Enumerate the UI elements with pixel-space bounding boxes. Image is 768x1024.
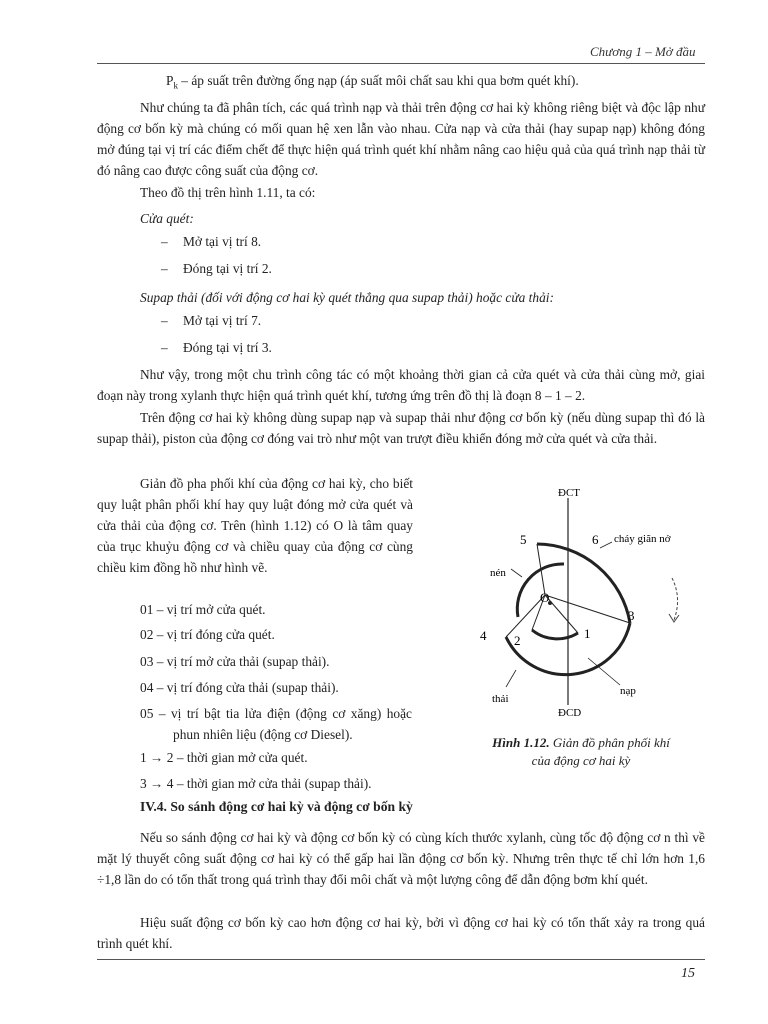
label-point-4: 4 bbox=[480, 628, 487, 643]
rotation-arrowhead bbox=[669, 614, 679, 622]
list-item bbox=[161, 340, 272, 356]
valve-timing-diagram bbox=[460, 480, 700, 720]
legend-item bbox=[140, 703, 412, 745]
leader-chay bbox=[600, 542, 612, 548]
paragraph-2: Theo đồ thị trên hình 1.11, ta có: bbox=[140, 185, 316, 200]
paragraph-5: Giản đồ pha phối khí của động cơ hai kỳ, cho biết quy luật phân phối khí hay quy luật đóng mở cửa quét và cửa thải của động cơ. Trên (hình 1.12) có O là tâm quay của trục khuỷu động cơ và chiều quay của động cơ cùng chiều kim đồng hồ như hình vẽ. bbox=[97, 476, 413, 575]
legend-item: 1 → 2 – thời gian mở cửa quét. bbox=[140, 750, 308, 765]
label-center-o: O bbox=[540, 590, 550, 605]
paragraph-1: Như chúng ta đã phân tích, các quá trình nạp và thải trên động cơ hai kỳ không riêng biệt và độc lập như động cơ bốn kỳ mà chúng có mối quan hệ xen lẫn vào nhau. Cửa nạp và cửa thải (hay supap nạp) không đóng mở đúng tại vị trí các điểm chết để thực hiện quá trình quét khí nhằm nâng cao hiệu quả của quá trình nạp thải từ đó nâng cao được công suất của động cơ. bbox=[97, 100, 705, 178]
caption-number: Hình 1.12. bbox=[492, 735, 550, 750]
label-point-1: 1 bbox=[584, 626, 591, 641]
legend-item: 01 – vị trí mở cửa quét. bbox=[140, 602, 266, 617]
dash-bullet: – bbox=[161, 261, 168, 276]
pk-definition bbox=[166, 70, 706, 97]
pk-text: – áp suất trên đường ống nạp (áp suất môi chất sau khi qua bơm quét khí). bbox=[177, 73, 579, 88]
legend-item-text: 05 – vị trí bật tia lửa điện (động cơ xăng) hoặc phun nhiên liệu (động cơ Diesel). bbox=[140, 706, 412, 742]
figure-caption bbox=[466, 734, 696, 752]
list-item bbox=[161, 234, 261, 250]
label-point-5: 5 bbox=[520, 532, 527, 547]
legend-item: 02 – vị trí đóng cửa quét. bbox=[140, 627, 275, 642]
paragraph-4: Trên động cơ hai kỳ không dùng supap nạp và supap thải như động cơ bốn kỳ (nếu dùng supap thì đó là supap thải), piston của động cơ đóng vai trò như một van trượt điều khiển đóng mở cửa quét và cửa thải. bbox=[97, 410, 705, 446]
list-item bbox=[161, 313, 261, 329]
caption-title: Giản đồ phân phối khí bbox=[549, 735, 670, 750]
leader-thai bbox=[506, 670, 516, 687]
label-point-6: 6 bbox=[592, 532, 599, 547]
label-point-3: 3 bbox=[628, 608, 635, 623]
dash-bullet: – bbox=[161, 340, 168, 355]
page-number: 15 bbox=[681, 966, 695, 981]
label-dct: ĐCT bbox=[558, 487, 580, 499]
footer-rule bbox=[97, 959, 705, 960]
label-point-2: 2 bbox=[514, 633, 521, 648]
figure-caption-line2: của động cơ hai kỳ bbox=[531, 753, 631, 768]
paragraph-6: Nếu so sánh động cơ hai kỳ và động cơ bốn kỳ có cùng kích thước xylanh, cùng tốc độ động cơ n thì về mặt lý thuyết công suất động cơ hai kỳ có thể gấp hai lần động cơ bốn kỳ. Nhưng trên thực tế chỉ lớn hơn 1,6 ÷1,8 lần do có tổn thất trong quá trình thay đổi môi chất và một lượng công để dẫn động bơm khí quét. bbox=[97, 830, 705, 887]
pk-symbol: P bbox=[166, 73, 174, 88]
scavenge-arc bbox=[532, 630, 578, 639]
list-item-text: Mở tại vị trí 8. bbox=[183, 234, 262, 249]
supap-title: Supap thải (đối với động cơ hai kỳ quét thẳng qua supap thải) hoặc cửa thải: bbox=[140, 290, 554, 305]
list-item-text: Đóng tại vị trí 2. bbox=[183, 261, 272, 276]
label-nen: nén bbox=[490, 567, 506, 579]
combustion-arc bbox=[537, 544, 630, 623]
dash-bullet: – bbox=[161, 313, 168, 328]
section-title: IV.4. So sánh động cơ hai kỳ và động cơ bốn kỳ bbox=[140, 799, 413, 814]
label-chay-gian-no: cháy giãn nở bbox=[614, 533, 671, 545]
list-item bbox=[161, 261, 272, 277]
header-rule bbox=[97, 63, 705, 64]
cua-quet-title: Cửa quét: bbox=[140, 211, 194, 226]
pk-subscript: k bbox=[173, 80, 178, 91]
legend-item: 04 – vị trí đóng cửa thải (supap thải). bbox=[140, 680, 339, 695]
list-item-text: Mở tại vị trí 7. bbox=[183, 313, 262, 328]
paragraph-7: Hiệu suất động cơ bốn kỳ cao hơn động cơ hai kỳ, bởi vì động cơ hai kỳ có tổn thất xảy ra trong quá trình quét khí. bbox=[97, 915, 705, 951]
label-dcd: ĐCD bbox=[558, 707, 582, 719]
dash-bullet: – bbox=[161, 234, 168, 249]
chapter-header: Chương 1 – Mở đầu bbox=[590, 44, 696, 59]
list-item-text: Đóng tại vị trí 3. bbox=[183, 340, 272, 355]
paragraph-3: Như vậy, trong một chu trình công tác có một khoảng thời gian cả cửa quét và cửa thải cùng mở, giai đoạn này trong xylanh thực hiện quá trình quét khí, tương ứng trên đồ thị là đoạn 8 – 1 – 2. bbox=[97, 367, 705, 403]
legend-item: 03 – vị trí mở cửa thải (supap thải). bbox=[140, 654, 330, 669]
rotation-arrow bbox=[672, 578, 678, 620]
legend-item: 3 → 4 – thời gian mở cửa thải (supap thải). bbox=[140, 776, 372, 791]
leader-nen bbox=[511, 569, 522, 577]
label-thai: thải bbox=[492, 693, 509, 705]
label-nap: nạp bbox=[620, 685, 636, 697]
